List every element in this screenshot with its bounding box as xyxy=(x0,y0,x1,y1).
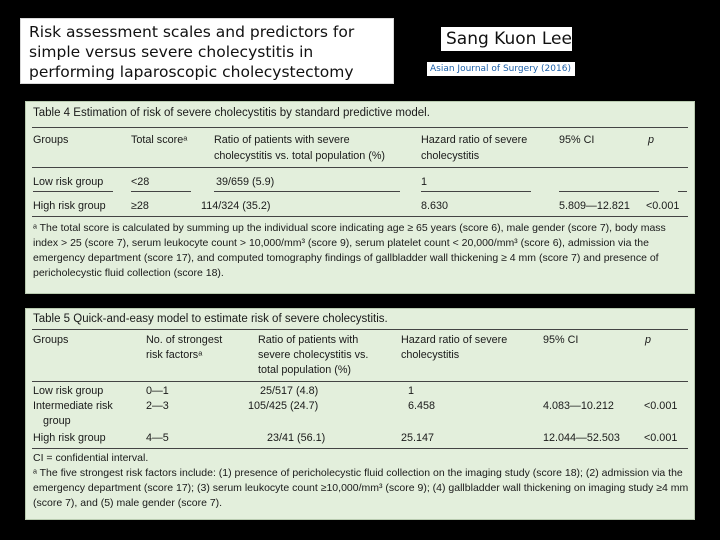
t5-row2-group-cont: group xyxy=(43,415,71,427)
t4-row2-score: ≥28 xyxy=(131,200,149,212)
t5-row2-factors: 2—3 xyxy=(146,400,169,412)
t5-header-factors-1: No. of strongest xyxy=(146,334,223,346)
t4-footnote: ᵃ The total score is calculated by summing up the individual score indicating age ≥ 65 years (score 6), male gender (score 7), body mass index > 25 (score 7), serum leukocyte count > 10,000/mm³ (score 9), serum platelet count < 20,000/mm³ (score 6), admission via the emergency department (score 17), and computed tomography findings of gallbladder wall thickening ≥ 4 mm (score 7) and presence of pericholecystic fluid collection (score 18). xyxy=(33,222,666,279)
t5-row1-factors: 0—1 xyxy=(146,385,169,397)
table-5-caption: Table 5 Quick-and-easy model to estimate risk of severe cholecystitis. xyxy=(33,313,388,325)
t5-row3-ci: 12.044—52.503 xyxy=(543,432,620,444)
t4-row1-score: <28 xyxy=(131,176,150,188)
t4-header-total-score: Total scoreᵃ xyxy=(131,134,188,146)
t4-rule xyxy=(131,191,191,192)
t5-row2-p: <0.001 xyxy=(644,400,678,412)
table-5-top-rule xyxy=(32,329,688,330)
journal-citation: Asian Journal of Surgery (2016) xyxy=(427,62,575,76)
t4-row2-group: High risk group xyxy=(33,200,106,212)
slide-title xyxy=(20,18,394,84)
t4-rule xyxy=(559,191,659,192)
t4-row2-ci: 5.809—12.821 xyxy=(559,200,630,212)
slide-title-line-2: simple versus severe cholecystitis in xyxy=(29,43,314,61)
t5-row2-ratio: 105/425 (24.7) xyxy=(248,400,319,412)
slide-title-line-1: Risk assessment scales and predictors for xyxy=(29,23,355,41)
author-name: Sang Kuon Lee xyxy=(441,27,572,51)
t4-row1-ratio: 39/659 (5.9) xyxy=(216,176,275,188)
t5-row3-factors: 4—5 xyxy=(146,432,169,444)
t5-header-ratio-2: severe cholecystitis vs. xyxy=(258,349,369,361)
t5-header-ratio-1: Ratio of patients with xyxy=(258,334,359,346)
t4-header-p: p xyxy=(648,134,655,146)
t5-row2-ci: 4.083—10.212 xyxy=(543,400,614,412)
table-5-bottom-rule xyxy=(32,448,688,449)
t5-row2-group: Intermediate risk xyxy=(33,400,113,412)
t5-header-factors-2: risk factorsᵃ xyxy=(146,349,203,361)
t4-row1-hazard: 1 xyxy=(421,176,428,188)
t5-header-ci: 95% CI xyxy=(543,334,579,346)
t5-row3-group: High risk group xyxy=(33,432,106,444)
t5-row3-ratio: 23/41 (56.1) xyxy=(267,432,326,444)
t5-row3-p: <0.001 xyxy=(644,432,678,444)
t4-rule xyxy=(33,191,113,192)
t4-header-ci: 95% CI xyxy=(559,134,595,146)
t4-rule xyxy=(678,191,687,192)
t5-header-hazard-2: cholecystitis xyxy=(401,349,460,361)
t4-row1-group: Low risk group xyxy=(33,176,104,188)
t4-header-ratio-2: cholecystitis vs. total population (%) xyxy=(214,150,386,162)
slide-title-line-3: performing laparoscopic cholecystectomy xyxy=(29,63,354,81)
t5-row1-group: Low risk group xyxy=(33,385,104,397)
t4-rule xyxy=(214,191,400,192)
t5-header-groups: Groups xyxy=(33,334,69,346)
t4-row2-ratio: 114/324 (35.2) xyxy=(201,200,271,212)
table-4-caption: Table 4 Estimation of risk of severe cholecystitis by standard predictive model. xyxy=(33,107,430,119)
table-5-panel xyxy=(25,308,695,520)
t4-header-hazard-1: Hazard ratio of severe xyxy=(421,134,528,146)
table-5-header-rule xyxy=(32,381,688,382)
t4-header-hazard-2: cholecystitis xyxy=(421,150,480,162)
table-4-header-rule xyxy=(32,167,688,168)
t5-footnote: ᵃ The five strongest risk factors include: (1) presence of pericholecystic fluid collection on the imaging study (score 18); (2) admission via the emergency department (score 17); (3) serum leukocyte count ≥10,000/mm³ (score 9); (4) gallbladder wall thickening on imaging study ≥4 mm (score 7), and (5) male gender (score 7). xyxy=(33,467,689,509)
t5-row3-hazard: 25.147 xyxy=(401,432,435,444)
t4-row2-hazard: 8.630 xyxy=(421,200,449,212)
t5-row2-hazard: 6.458 xyxy=(408,400,436,412)
t5-row1-ratio: 25/517 (4.8) xyxy=(260,385,319,397)
table-4-panel xyxy=(25,101,695,294)
table-4-top-rule xyxy=(32,127,688,128)
t4-header-groups: Groups xyxy=(33,134,69,146)
t5-ci-note: CI = confidential interval. xyxy=(33,452,149,464)
table-4-bottom-rule xyxy=(32,216,688,217)
t5-header-hazard-1: Hazard ratio of severe xyxy=(401,334,508,346)
t5-row1-hazard: 1 xyxy=(408,385,415,397)
t4-row2-p: <0.001 xyxy=(646,200,680,212)
t4-rule xyxy=(421,191,531,192)
t5-header-ratio-3: total population (%) xyxy=(258,364,352,376)
t5-header-p: p xyxy=(645,334,652,346)
t4-header-ratio-1: Ratio of patients with severe xyxy=(214,134,350,146)
